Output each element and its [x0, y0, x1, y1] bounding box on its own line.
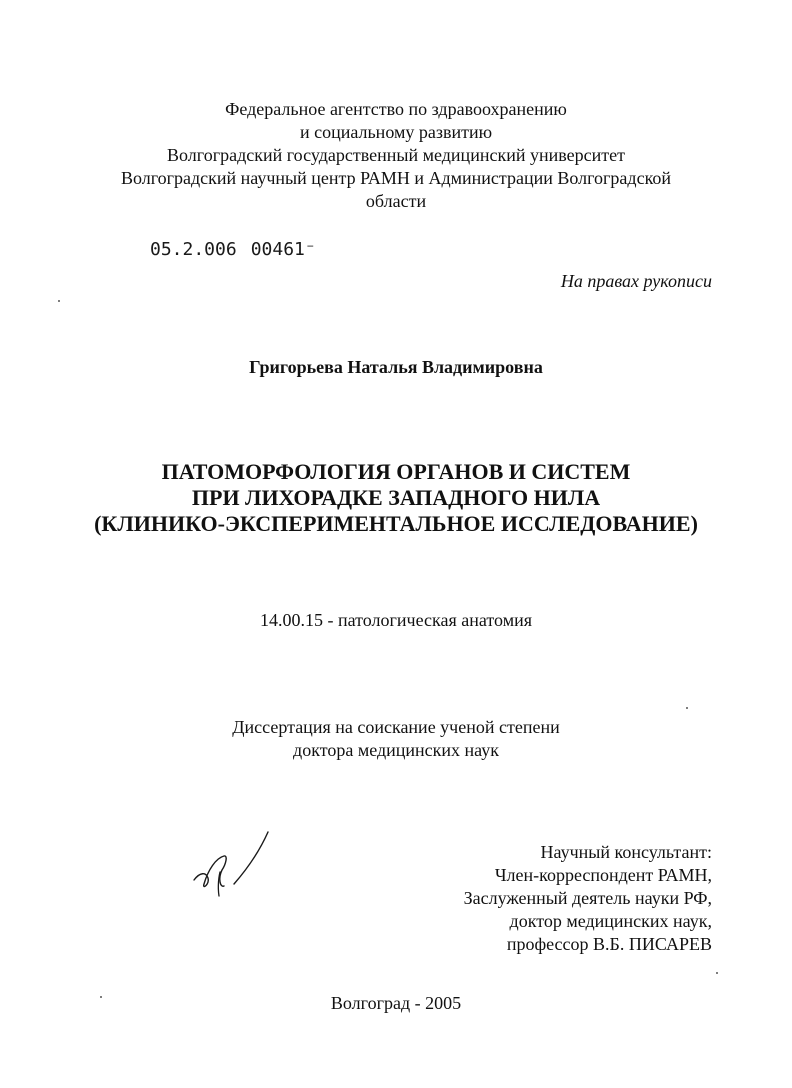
stamp-code: 05.2.006 [150, 239, 237, 260]
scientific-consultant [312, 841, 712, 956]
consultant-line: Член-корреспондент РАМН, [494, 865, 712, 885]
degree-line: доктора медицинских наук [293, 740, 499, 760]
specialty-code: 14.00.15 - патологическая анатомия [260, 610, 532, 630]
institution-line: Волгоградский научный центр РАМН и Администрации Волгоградской [120, 168, 672, 188]
institution-line: Волгоградский государственный медицинский университет [167, 145, 625, 165]
consultant-line: профессор В.Б. ПИСАРЕВ [506, 934, 712, 954]
consultant-line: Научный консультант: [540, 842, 712, 862]
institution-line: Федеральное агентство по здравоохранению [225, 99, 567, 119]
rights-note: На правах рукописи [560, 271, 712, 291]
institution-line: и социальному развитию [299, 122, 493, 142]
handwritten-signature [190, 828, 280, 908]
consultant-line: доктор медицинских наук, [509, 911, 712, 931]
title-line: ПРИ ЛИХОРАДКЕ ЗАПАДНОГО НИЛА [191, 485, 601, 510]
registration-stamp [150, 239, 316, 260]
degree-line: Диссертация на соискание ученой степени [232, 717, 560, 737]
title-line: ПАТОМОРФОЛОГИЯ ОРГАНОВ И СИСТЕМ [161, 459, 631, 484]
scan-speck [686, 707, 688, 709]
dissertation-title [0, 459, 792, 537]
degree-statement [0, 716, 792, 762]
scan-speck [716, 972, 718, 974]
scan-speck [58, 300, 60, 302]
institution-line: области [365, 191, 427, 211]
city-year: Волгоград - 2005 [330, 993, 462, 1013]
title-line: (КЛИНИКО-ЭКСПЕРИМЕНТАЛЬНОЕ ИССЛЕДОВАНИЕ) [94, 511, 698, 536]
scan-speck [100, 996, 102, 998]
author-name: Григорьева Наталья Владимировна [249, 357, 543, 377]
stamp-number: 00461 [250, 239, 305, 260]
consultant-line: Заслуженный деятель науки РФ, [463, 888, 712, 908]
stamp-dash: ⁻ [304, 239, 316, 260]
institution-header [0, 98, 792, 213]
